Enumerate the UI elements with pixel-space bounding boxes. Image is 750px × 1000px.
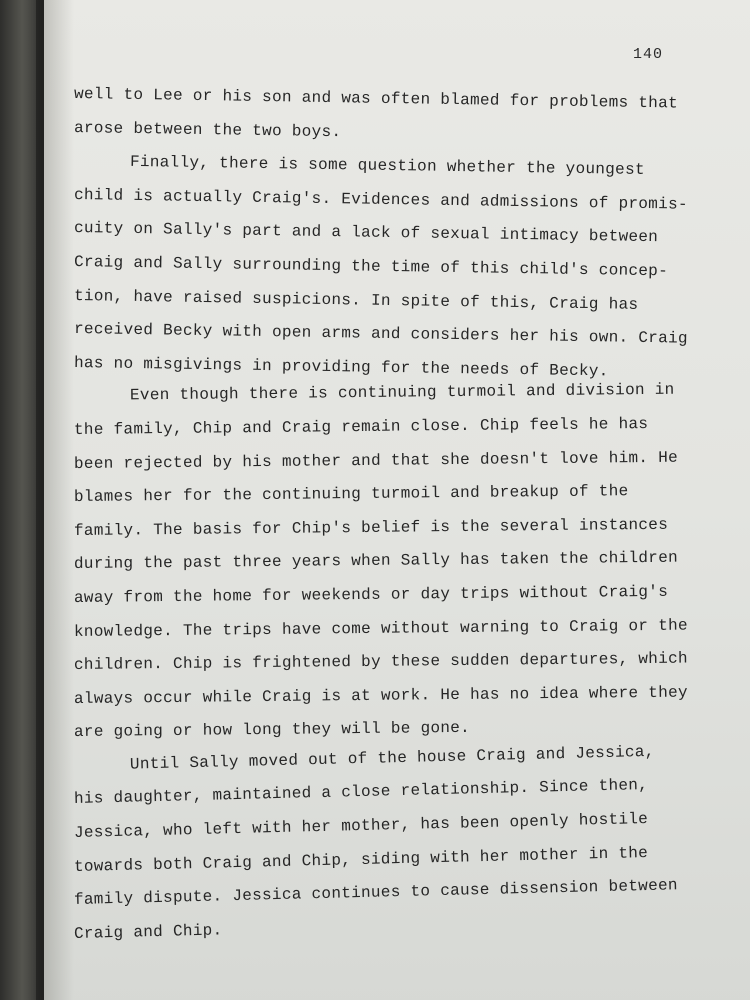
text-line: the family, Chip and Craig remain close. Chip feels he has — [73, 414, 649, 439]
text-line: family. The basis for Chip's belief is the several instances — [73, 515, 669, 540]
text-line: during the past three years when Sally has taken the children — [73, 548, 679, 574]
text-line: tion, have raised suspicions. In spite of this, Craig has — [73, 286, 639, 314]
text-line: blames her for the continuing turmoil and breakup of the — [73, 482, 629, 507]
text-line: away from the home for weekends or day trips without Craig's — [73, 582, 669, 607]
text-line: arose between the two boys. — [73, 118, 342, 141]
text-line: child is actually Craig's. Evidences and admissions of promis- — [73, 185, 688, 214]
text-line: knowledge. The trips have come without warning to Craig or the — [73, 616, 688, 641]
text-line: cuity on Sally's part and a lack of sexual intimacy between — [73, 219, 659, 247]
page-number: 140 — [633, 46, 664, 63]
text-line: Until Sally moved out of the house Craig and Jessica, — [129, 742, 655, 774]
text-line: well to Lee or his son and was often blamed for problems that — [73, 85, 679, 113]
text-line: Craig and Chip. — [73, 921, 223, 943]
text-line: has no misgivings in providing for the needs of Becky. — [73, 353, 609, 381]
text-line: received Becky with open arms and considers her his own. Craig — [73, 320, 688, 348]
text-line: always occur while Craig is at work. He has no idea where they — [73, 683, 688, 708]
body-text — [74, 78, 714, 951]
text-line: been rejected by his mother and that she doesn't love him. He — [73, 448, 679, 473]
text-line: Finally, there is some question whether the youngest — [129, 153, 645, 180]
document-page — [44, 0, 750, 1000]
text-line: Craig and Sally surrounding the time of this child's concep- — [73, 252, 669, 281]
text-line: children. Chip is frightened by these sudden departures, which — [73, 649, 688, 675]
binding-gutter — [44, 0, 74, 1000]
text-line: Even though there is continuing turmoil and division in — [129, 381, 675, 405]
text-line: Jessica, who left with her mother, has been openly hostile — [73, 810, 649, 843]
text-line: his daughter, maintained a close relationship. Since then, — [73, 776, 649, 809]
text-line: family dispute. Jessica continues to cause dissension between — [73, 876, 679, 910]
text-line: are going or how long they will be gone. — [73, 719, 471, 742]
text-line: towards both Craig and Chip, siding with her mother in the — [73, 843, 649, 876]
